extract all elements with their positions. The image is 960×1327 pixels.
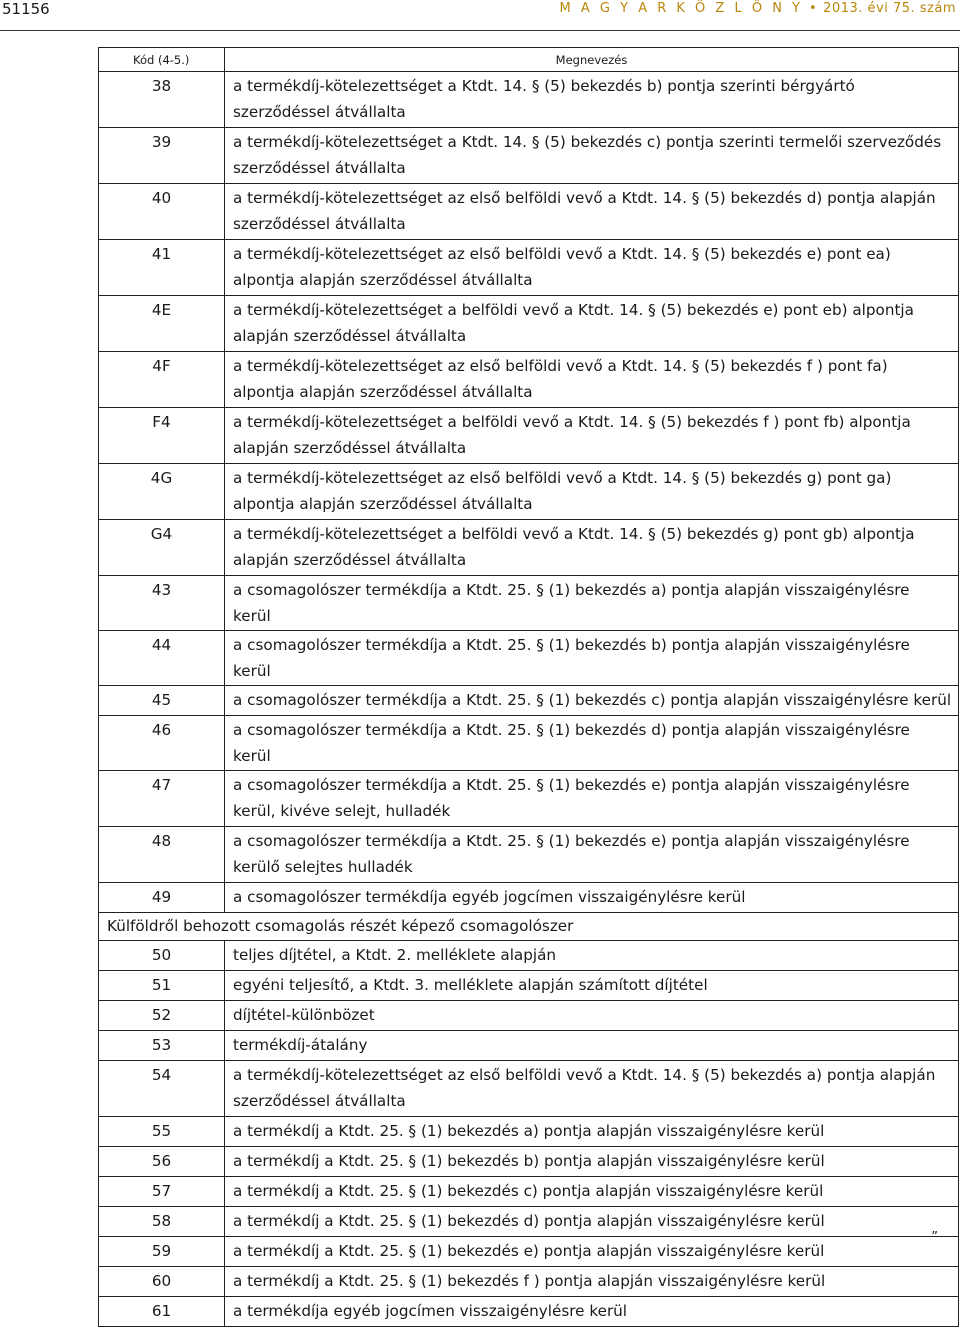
- table-row: [99, 1061, 959, 1117]
- closing-quote-mark: ”: [931, 1230, 938, 1245]
- table-row: [99, 240, 959, 296]
- table-row: [99, 1147, 959, 1177]
- table-row: [99, 1001, 959, 1031]
- table-row: [99, 883, 959, 913]
- row-description: termékdíj-átalány: [225, 1031, 959, 1061]
- row-code: 52: [99, 1001, 225, 1031]
- row-code: 59: [99, 1237, 225, 1267]
- row-code: 54: [99, 1061, 225, 1117]
- row-code: 47: [99, 771, 225, 827]
- row-description: a termékdíj-kötelezettséget az első belföldi vevő a Ktdt. 14. § (5) bekezdés g) pont ga) alpontja alapján szerződéssel átvállalta: [225, 464, 959, 520]
- row-code: 4F: [99, 352, 225, 408]
- row-description: a termékdíj a Ktdt. 25. § (1) bekezdés e) pontja alapján visszaigénylésre kerül: [225, 1237, 959, 1267]
- table-row: [99, 352, 959, 408]
- row-code: 43: [99, 576, 225, 631]
- row-description: a termékdíj-kötelezettséget a belföldi vevő a Ktdt. 14. § (5) bekezdés e) pont eb) alpontja alapján szerződéssel átvállalta: [225, 296, 959, 352]
- table-row: [99, 971, 959, 1001]
- table-row: [99, 1177, 959, 1207]
- journal-title: [560, 1, 956, 16]
- row-code: 49: [99, 883, 225, 913]
- row-description: a csomagolószer termékdíja a Ktdt. 25. § (1) bekezdés e) pontja alapján visszaigénylésre kerül, kivéve selejt, hulladék: [225, 771, 959, 827]
- row-description: a termékdíj a Ktdt. 25. § (1) bekezdés f ) pontja alapján visszaigénylésre kerül: [225, 1267, 959, 1297]
- row-description: díjtétel-különbözet: [225, 1001, 959, 1031]
- table-row: [99, 771, 959, 827]
- row-code: G4: [99, 520, 225, 576]
- row-code: 39: [99, 128, 225, 184]
- row-description: a termékdíj a Ktdt. 25. § (1) bekezdés d) pontja alapján visszaigénylésre kerül: [225, 1207, 959, 1237]
- table-row: [99, 631, 959, 686]
- row-code: 48: [99, 827, 225, 883]
- row-description: a termékdíj-kötelezettséget a belföldi vevő a Ktdt. 14. § (5) bekezdés f ) pont fb) alpontja alapján szerződéssel átvállalta: [225, 408, 959, 464]
- table-row: [99, 72, 959, 128]
- table-header-row: [99, 48, 959, 72]
- table-row: [99, 686, 959, 716]
- row-description: a csomagolószer termékdíja egyéb jogcímen visszaigénylésre kerül: [225, 883, 959, 913]
- column-header-code: Kód (4-5.): [99, 48, 225, 72]
- row-code: 51: [99, 971, 225, 1001]
- row-description: a termékdíj-kötelezettséget az első belföldi vevő a Ktdt. 14. § (5) bekezdés d) pontja alapján szerződéssel átvállalta: [225, 184, 959, 240]
- table-row: [99, 1031, 959, 1061]
- page-header: [0, 0, 960, 31]
- row-description: a csomagolószer termékdíja a Ktdt. 25. § (1) bekezdés e) pontja alapján visszaigénylésre kerülő selejtes hulladék: [225, 827, 959, 883]
- row-description: a csomagolószer termékdíja a Ktdt. 25. § (1) bekezdés c) pontja alapján visszaigénylésre kerül: [225, 686, 959, 716]
- row-code: 41: [99, 240, 225, 296]
- column-header-name: Megnevezés: [225, 48, 959, 72]
- row-code: 4G: [99, 464, 225, 520]
- row-description: a termékdíj-kötelezettséget a belföldi vevő a Ktdt. 14. § (5) bekezdés g) pont gb) alpontja alapján szerződéssel átvállalta: [225, 520, 959, 576]
- table-row: [99, 827, 959, 883]
- table-row: [99, 1267, 959, 1297]
- row-code: 38: [99, 72, 225, 128]
- row-code: 57: [99, 1177, 225, 1207]
- table-row: [99, 128, 959, 184]
- row-code: 44: [99, 631, 225, 686]
- table-row: [99, 1117, 959, 1147]
- page-number: 51156: [2, 0, 50, 18]
- row-code: 56: [99, 1147, 225, 1177]
- table-row: [99, 1297, 959, 1327]
- code-table: [98, 47, 959, 1327]
- table-row: [99, 520, 959, 576]
- row-description: a termékdíj-kötelezettséget a Ktdt. 14. § (5) bekezdés c) pontja szerinti termelői szerveződés szerződéssel átvállalta: [225, 128, 959, 184]
- row-description: a csomagolószer termékdíja a Ktdt. 25. § (1) bekezdés b) pontja alapján visszaigénylésre kerül: [225, 631, 959, 686]
- table-row: [99, 296, 959, 352]
- row-code: 60: [99, 1267, 225, 1297]
- row-code: 61: [99, 1297, 225, 1327]
- row-description: a termékdíja egyéb jogcímen visszaigénylésre kerül: [225, 1297, 959, 1327]
- table-row: [99, 576, 959, 631]
- table-row: [99, 941, 959, 971]
- row-description: a termékdíj a Ktdt. 25. § (1) bekezdés a) pontja alapján visszaigénylésre kerül: [225, 1117, 959, 1147]
- table-row: [99, 408, 959, 464]
- row-code: 45: [99, 686, 225, 716]
- row-description: a csomagolószer termékdíja a Ktdt. 25. § (1) bekezdés a) pontja alapján visszaigénylésre kerül: [225, 576, 959, 631]
- row-code: 53: [99, 1031, 225, 1061]
- table-row: [99, 1237, 959, 1267]
- row-code: 50: [99, 941, 225, 971]
- row-code: 40: [99, 184, 225, 240]
- row-description: a termékdíj-kötelezettséget az első belföldi vevő a Ktdt. 14. § (5) bekezdés a) pontja alapján szerződéssel átvállalta: [225, 1061, 959, 1117]
- row-description: a termékdíj-kötelezettséget a Ktdt. 14. § (5) bekezdés b) pontja szerinti bérgyártó szerződéssel átvállalta: [225, 72, 959, 128]
- row-description: teljes díjtétel, a Ktdt. 2. melléklete alapján: [225, 941, 959, 971]
- row-description: a csomagolószer termékdíja a Ktdt. 25. § (1) bekezdés d) pontja alapján visszaigénylésre kerül: [225, 716, 959, 771]
- issue-label: 2013. évi 75. szám: [823, 1, 956, 16]
- row-code: 55: [99, 1117, 225, 1147]
- journal-name: M A G Y A R K Ö Z L Ö N Y: [559, 1, 803, 16]
- table-row: [99, 464, 959, 520]
- row-code: 58: [99, 1207, 225, 1237]
- row-description: a termékdíj-kötelezettséget az első belföldi vevő a Ktdt. 14. § (5) bekezdés e) pont ea) alpontja alapján szerződéssel átvállalta: [225, 240, 959, 296]
- table-row: [99, 1207, 959, 1237]
- table-row: [99, 184, 959, 240]
- row-code: 46: [99, 716, 225, 771]
- section-heading: Külföldről behozott csomagolás részét képező csomagolószer: [99, 913, 959, 941]
- section-row: [99, 913, 959, 941]
- row-code: 4E: [99, 296, 225, 352]
- bullet-separator: •: [809, 1, 818, 16]
- row-code: F4: [99, 408, 225, 464]
- table-row: [99, 716, 959, 771]
- row-description: a termékdíj a Ktdt. 25. § (1) bekezdés b) pontja alapján visszaigénylésre kerül: [225, 1147, 959, 1177]
- row-description: a termékdíj-kötelezettséget az első belföldi vevő a Ktdt. 14. § (5) bekezdés f ) pont fa) alpontja alapján szerződéssel átvállalta: [225, 352, 959, 408]
- row-description: a termékdíj a Ktdt. 25. § (1) bekezdés c) pontja alapján visszaigénylésre kerül: [225, 1177, 959, 1207]
- row-description: egyéni teljesítő, a Ktdt. 3. melléklete alapján számított díjtétel: [225, 971, 959, 1001]
